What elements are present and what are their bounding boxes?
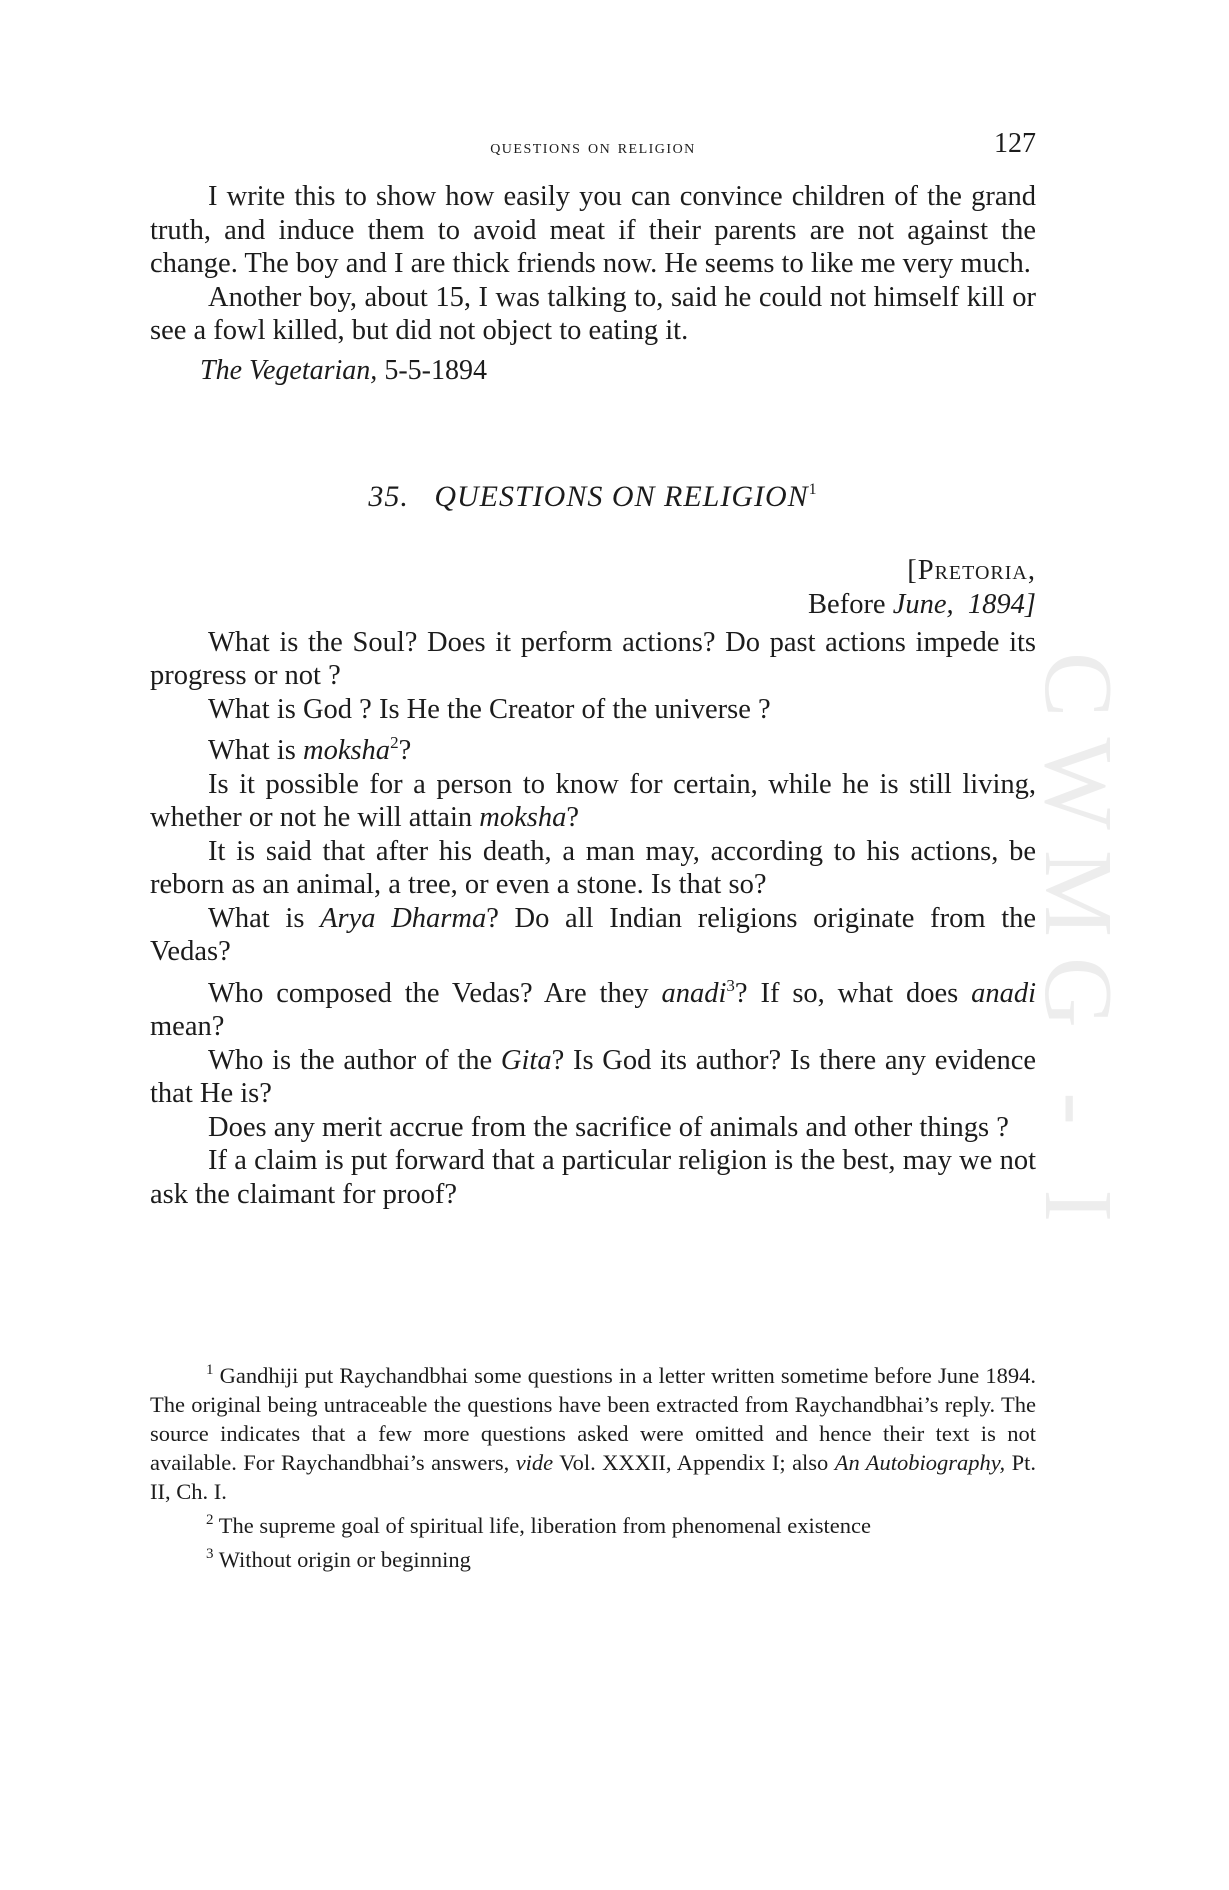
footnote-3: $^3$ Without origin or beginning — [206, 1546, 471, 1572]
footnotes — [150, 1356, 1036, 1574]
footnote-2: $^2$ The supreme goal of spiritual life, liberation from phenomenal existence — [206, 1512, 871, 1538]
paragraph: I write this to show how easily you can convince children of the grand truth, and induce them to avoid meat if their parents are not against the change. The boy and I are thick friends now. He seems to like me very much. — [150, 181, 1036, 279]
question: Who is the author of the Gita? Is God its author? Is there any evidence that He is? — [150, 1044, 1036, 1109]
citation-source: The Vegetarian, — [200, 354, 378, 386]
footnote-1: $^1$ Gandhiji put Raychandbhai some questions in a letter written sometime before June 1894. The original being untraceable the questions have been extracted from Raychandbhai’s reply. The source indicates that a few more questions asked were omitted and hence their text is not available. For Raychandbhai’s answers, vide Vol. XXXII, Appendix I; also An Autobiography, Pt. II, Ch. I. — [150, 1362, 1037, 1504]
questions-list — [150, 626, 1036, 1212]
question: It is said that after his death, a man may, according to his actions, be reborn as an animal, a tree, or even a stone. Is that so? — [150, 835, 1036, 900]
footnote-ref: 3 — [726, 975, 735, 995]
document-title — [150, 473, 1036, 514]
source-citation — [200, 354, 1036, 388]
paragraph: Another boy, about 15, I was talking to, said he could not himself kill or see a fowl killed, but did not object to eating it. — [150, 281, 1036, 346]
question: Is it possible for a person to know for certain, while he is still living, whether or not he will attain moksha? — [150, 768, 1036, 833]
document-number: 35. — [368, 480, 409, 513]
date: Before June, 1894] — [808, 588, 1036, 620]
watermark — [1024, 607, 1133, 1287]
question: What is the Soul? Does it perform actions? Do past actions impede its progress or not ? — [150, 626, 1036, 691]
question: What is God ? Is He the Creator of the universe ? — [208, 693, 771, 725]
watermark-text: CWMG - I — [1024, 651, 1133, 1243]
question: What is moksha$^2$? — [208, 733, 412, 766]
running-title: questions on religion — [490, 136, 696, 158]
question: Does any merit accrue from the sacrifice of animals and other things ? — [208, 1111, 1009, 1143]
question: If a claim is put forward that a particular religion is the best, may we not ask the claimant for proof? — [150, 1145, 1036, 1210]
page-number: 127 — [994, 128, 1036, 159]
footnote-ref: 1 — [808, 481, 818, 498]
main-text — [150, 180, 1036, 1211]
question: What is Arya Dharma? Do all Indian religions originate from the Vedas? — [150, 902, 1037, 967]
running-header — [150, 128, 1036, 168]
place: [Pretoria, — [907, 554, 1036, 586]
citation-date: 5-5-1894 — [384, 354, 487, 386]
document-title-text: QUESTIONS ON RELIGION — [434, 480, 809, 513]
footnote-ref: 2 — [390, 733, 399, 752]
question: Who composed the Vedas? Are they anadi$^3$? If so, what does anadi mean? — [150, 975, 1037, 1042]
place-date — [150, 554, 1036, 622]
